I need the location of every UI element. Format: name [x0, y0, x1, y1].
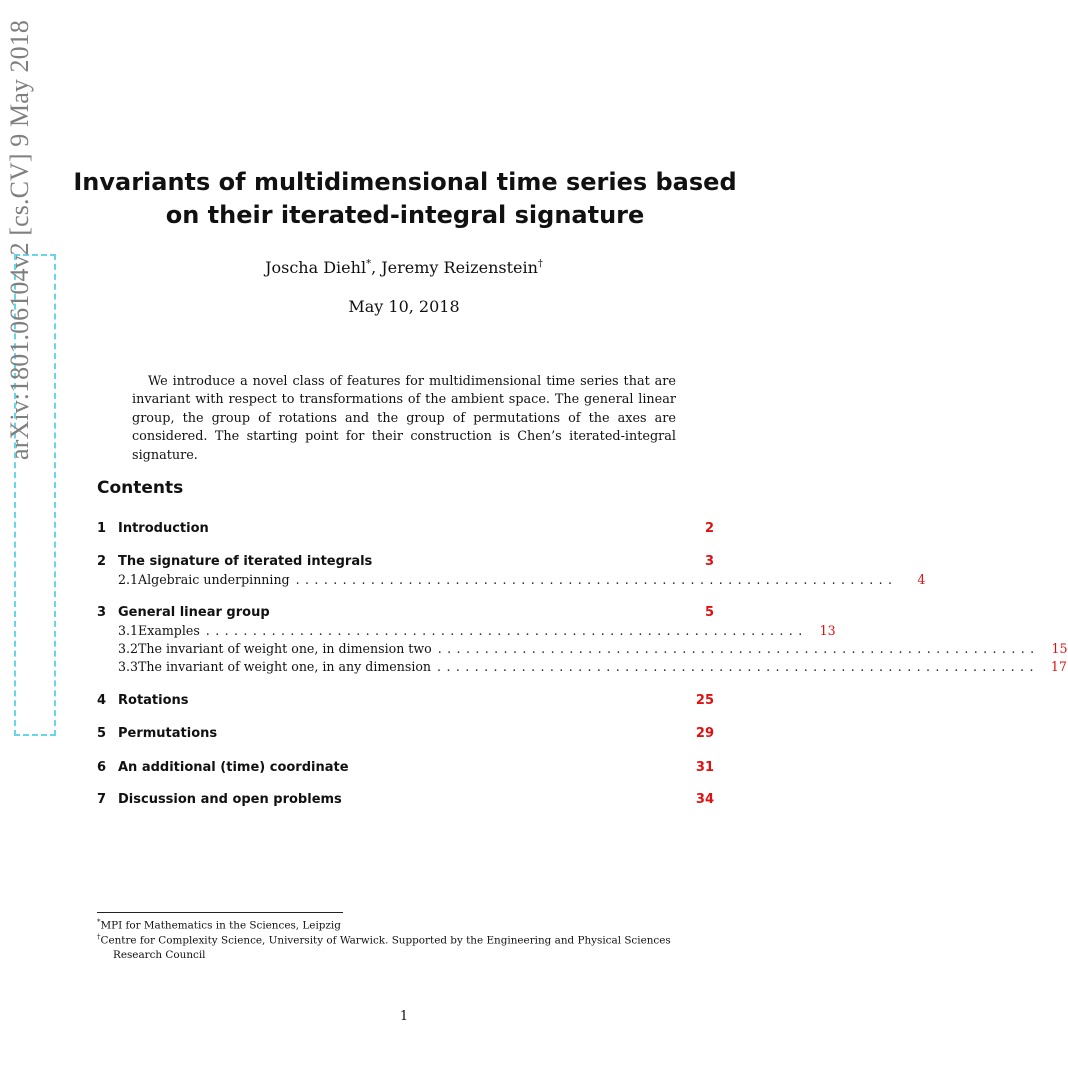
- footnote-2: [97, 930, 717, 962]
- toc-section-1[interactable]: [97, 521, 714, 539]
- footnote-mark: *: [97, 918, 101, 926]
- toc-dot-leader: ................................................................: [437, 659, 1039, 674]
- toc-section-5[interactable]: [97, 726, 714, 744]
- footnote-text: Centre for Complexity Science, University of Warwick. Supported by the Engineering and Physical Sciences: [100, 934, 671, 947]
- toc-subsection-number: 2.1: [118, 572, 139, 587]
- paper-date: May 10, 2018: [348, 297, 460, 316]
- author-1: Joscha Diehl: [265, 258, 367, 277]
- toc-subsection-page-link[interactable]: 13: [819, 623, 836, 638]
- author-1-footnote-mark[interactable]: *: [366, 258, 372, 270]
- contents-heading: Contents: [97, 478, 184, 498]
- author-2: Jeremy Reizenstein: [381, 258, 538, 277]
- toc-section-7[interactable]: [97, 792, 714, 810]
- paper-title-line1: Invariants of multidimensional time series based: [73, 168, 737, 196]
- toc-subsection-page-link[interactable]: 17: [1050, 659, 1067, 674]
- toc-section-page-link[interactable]: 2: [704, 521, 714, 536]
- toc-subsection-3-2[interactable]: [118, 641, 1068, 659]
- paper-title-line2: on their iterated-integral signature: [165, 201, 645, 229]
- toc-dot-leader: ................................................................: [437, 641, 1040, 656]
- toc-section-page-link[interactable]: 25: [695, 693, 714, 708]
- toc-section-label: Introduction: [118, 521, 209, 536]
- abstract: We introduce a novel class of features for multidimensional time series that are invariant with respect to transformations of the ambient space. The general linear group, the group of rotations and the group of permutations of the axes are considered. The starting point for their construction is Chen’s iterated-integral signature.: [132, 374, 676, 463]
- arxiv-stamp[interactable]: arXiv:1801.06104v2 [cs.CV] 9 May 2018: [5, 20, 34, 460]
- toc-section-label: An additional (time) coordinate: [118, 760, 349, 775]
- toc-subsection-number: 3.3: [118, 659, 139, 674]
- toc-section-number: 6: [97, 760, 107, 775]
- toc-section-page-link[interactable]: 31: [695, 760, 714, 775]
- toc-section-label: General linear group: [118, 605, 270, 620]
- toc-section-number: 1: [97, 521, 107, 536]
- page-number: 1: [399, 1009, 409, 1024]
- toc-subsection-number: 3.2: [118, 641, 139, 656]
- footnote-mark: †: [97, 933, 101, 941]
- toc-section-number: 7: [97, 792, 107, 807]
- toc-section-2[interactable]: [97, 554, 714, 572]
- toc-subsection-label: The invariant of weight one, in dimension two: [138, 641, 432, 656]
- authors: Joscha Diehl*, Jeremy Reizenstein†: [265, 258, 543, 277]
- footnote-text-continuation: Research Council: [113, 948, 206, 961]
- toc-section-4[interactable]: [97, 693, 714, 711]
- toc-section-3[interactable]: [97, 605, 714, 623]
- paper-title: [60, 166, 750, 232]
- toc-dot-leader: ................................................................: [205, 623, 808, 638]
- toc-subsection-2-1[interactable]: [118, 572, 926, 590]
- toc-section-6[interactable]: [97, 760, 714, 778]
- toc-section-number: 5: [97, 726, 107, 741]
- author-2-footnote-mark[interactable]: †: [537, 258, 543, 270]
- toc-section-page-link[interactable]: 29: [695, 726, 714, 741]
- toc-section-page-link[interactable]: 3: [704, 554, 714, 569]
- toc-subsection-3-3[interactable]: [118, 659, 1067, 677]
- toc-dot-leader: ................................................................: [295, 572, 898, 587]
- footnote-text: MPI for Mathematics in the Sciences, Leipzig: [100, 919, 341, 932]
- toc-subsection-page-link[interactable]: 15: [1051, 641, 1068, 656]
- toc-section-page-link[interactable]: 5: [704, 605, 714, 620]
- toc-section-label: Rotations: [118, 693, 189, 708]
- footnote-divider: [97, 912, 343, 913]
- toc-section-label: Permutations: [118, 726, 218, 741]
- toc-section-number: 2: [97, 554, 107, 569]
- toc-section-number: 4: [97, 693, 107, 708]
- toc-subsection-label: The invariant of weight one, in any dimension: [138, 659, 432, 674]
- toc-section-number: 3: [97, 605, 107, 620]
- toc-section-label: Discussion and open problems: [118, 792, 342, 807]
- toc-subsection-label: Algebraic underpinning: [138, 572, 290, 587]
- toc-subsection-3-1[interactable]: [118, 623, 836, 641]
- toc-subsection-number: 3.1: [118, 623, 139, 638]
- toc-subsection-page-link[interactable]: 4: [917, 572, 926, 587]
- toc-section-page-link[interactable]: 34: [695, 792, 714, 807]
- toc-section-label: The signature of iterated integrals: [118, 554, 373, 569]
- toc-subsection-label: Examples: [138, 623, 200, 638]
